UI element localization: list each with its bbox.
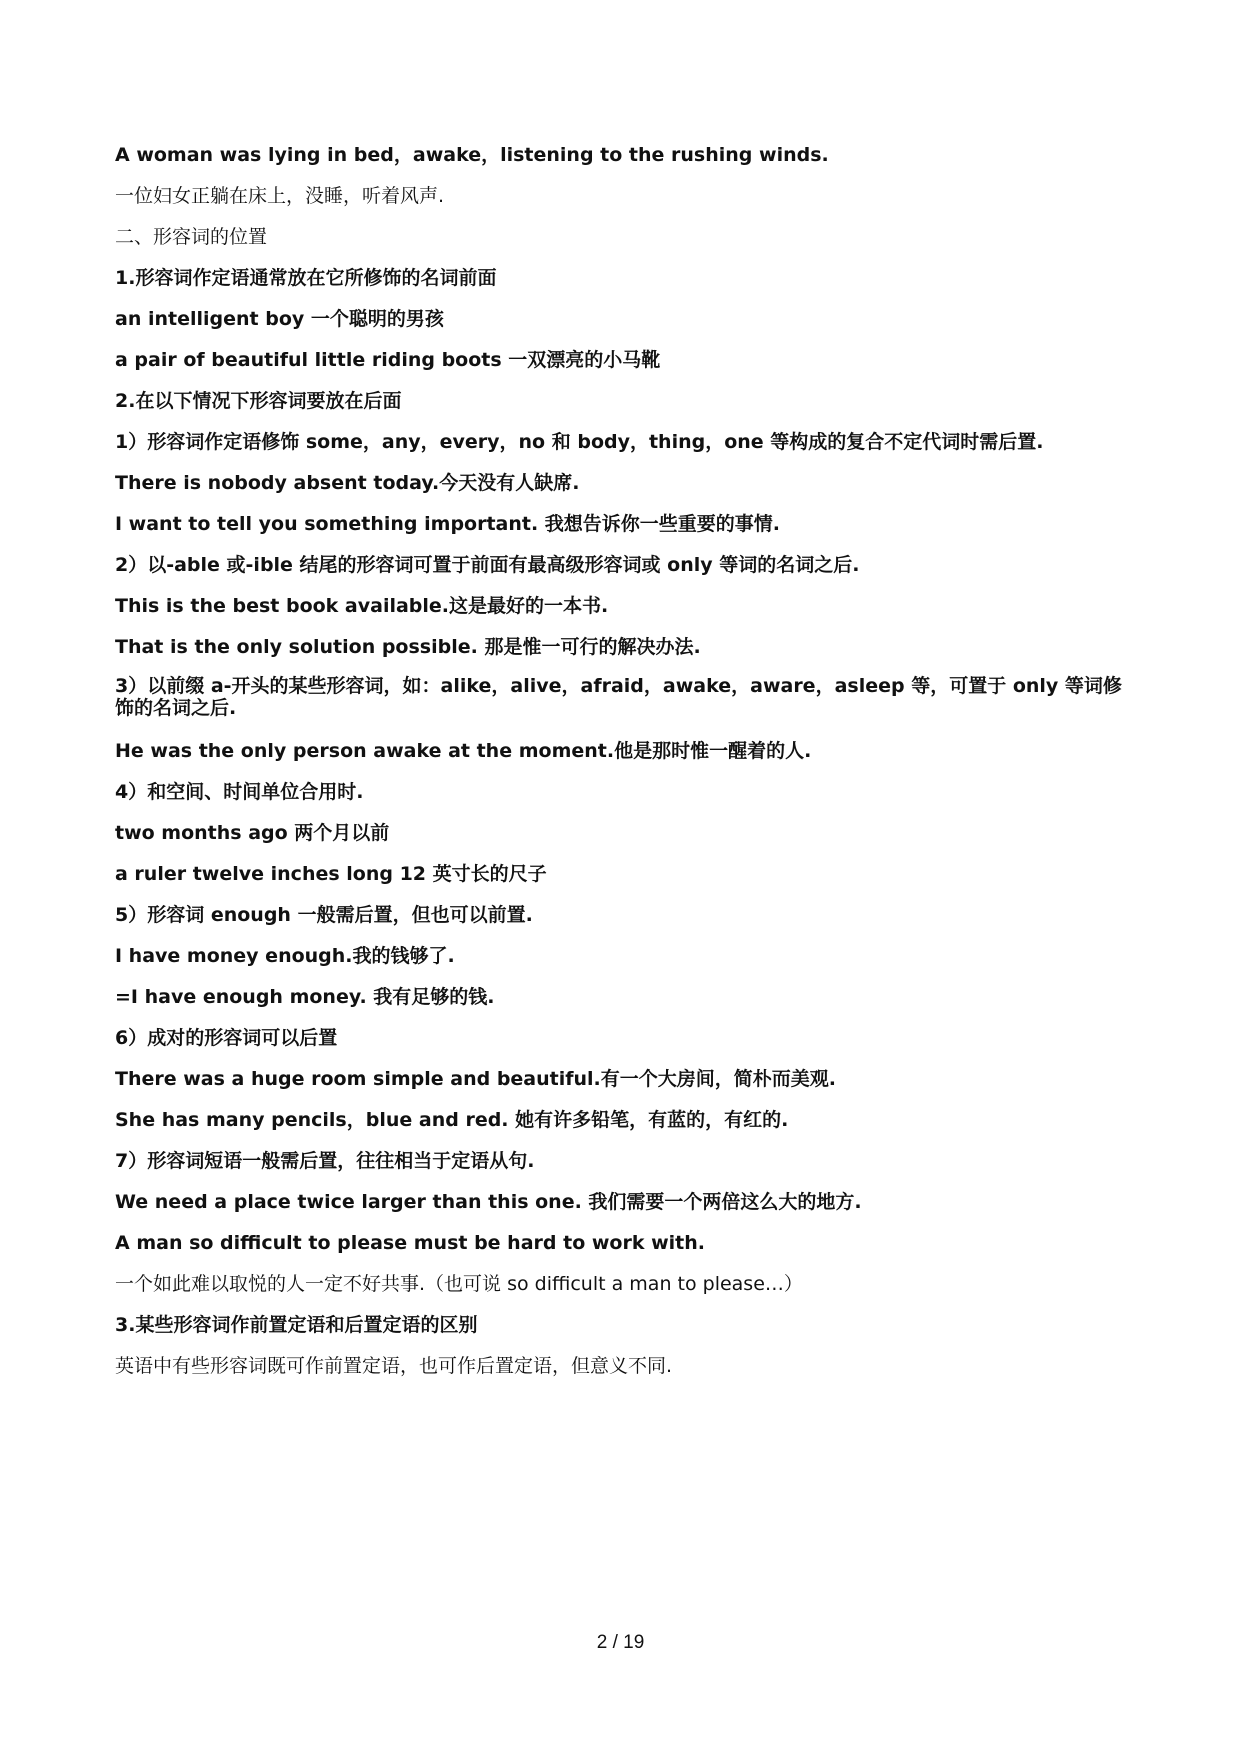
example-line: a pair of beautiful little riding boots 一双漂亮的小马靴 (115, 349, 661, 371)
example-line: an intelligent boy 一个聪明的男孩 (115, 308, 444, 330)
rule-line: 1）形容词作定语修饰 some，any，every，no 和 body，thing，one 等构成的复合不定代词时需后置. (115, 431, 1044, 453)
example-line: She has many pencils，blue and red. 她有许多铅笔，有蓝的，有红的. (115, 1109, 789, 1131)
subsection-heading: 3.某些形容词作前置定语和后置定语的区别 (115, 1314, 478, 1336)
rule-line: 3）以前缀 a-开头的某些形容词，如：alike，alive，afraid，awake，aware，asleep 等，可置于 only 等词修饰的名词之后. (115, 675, 1122, 719)
section-heading: 二、形容词的位置 (115, 226, 268, 248)
rule-line: 7）形容词短语一般需后置，往往相当于定语从句. (115, 1150, 535, 1172)
subsection-heading: 2.在以下情况下形容词要放在后面 (115, 390, 402, 412)
example-line: I have money enough.我的钱够了. (115, 945, 455, 967)
example-line: That is the only solution possible. 那是惟一可行的解决办法. (115, 636, 701, 658)
example-line: There is nobody absent today.今天没有人缺席. (115, 472, 580, 494)
rule-line: 2）以-able 或-ible 结尾的形容词可置于前面有最高级形容词或 only 等词的名词之后. (115, 554, 860, 576)
example-line: =I have enough money. 我有足够的钱. (115, 986, 495, 1008)
example-line: I want to tell you something important. 我想告诉你一些重要的事情. (115, 513, 781, 535)
example-line: A man so difficult to please must be hard to work with. (115, 1232, 705, 1254)
rule-line: 4）和空间、时间单位合用时. (115, 781, 364, 803)
example-line: This is the best book available.这是最好的一本书. (115, 595, 609, 617)
example-line: He was the only person awake at the moment.他是那时惟一醒着的人. (115, 740, 812, 762)
text-line: A woman was lying in bed，awake，listening to the rushing winds. (115, 144, 829, 166)
example-line: There was a huge room simple and beautiful.有一个大房间，简朴而美观. (115, 1068, 836, 1090)
page-number: 2 / 19 (596, 1632, 645, 1653)
text-line: 一位妇女正躺在床上，没睡，听着风声. (115, 185, 445, 207)
example-line: two months ago 两个月以前 (115, 822, 390, 844)
example-line: 一个如此难以取悦的人一定不好共事.（也可说 so difficult a man to please…） (115, 1273, 803, 1295)
example-line: We need a place twice larger than this one. 我们需要一个两倍这么大的地方. (115, 1191, 862, 1213)
subsection-heading: 1.形容词作定语通常放在它所修饰的名词前面 (115, 267, 497, 289)
rule-line: 5）形容词 enough 一般需后置，但也可以前置. (115, 904, 533, 926)
text-line: 英语中有些形容词既可作前置定语，也可作后置定语，但意义不同. (115, 1355, 673, 1377)
example-line: a ruler twelve inches long 12 英寸长的尺子 (115, 863, 547, 885)
rule-line: 6）成对的形容词可以后置 (115, 1027, 338, 1049)
